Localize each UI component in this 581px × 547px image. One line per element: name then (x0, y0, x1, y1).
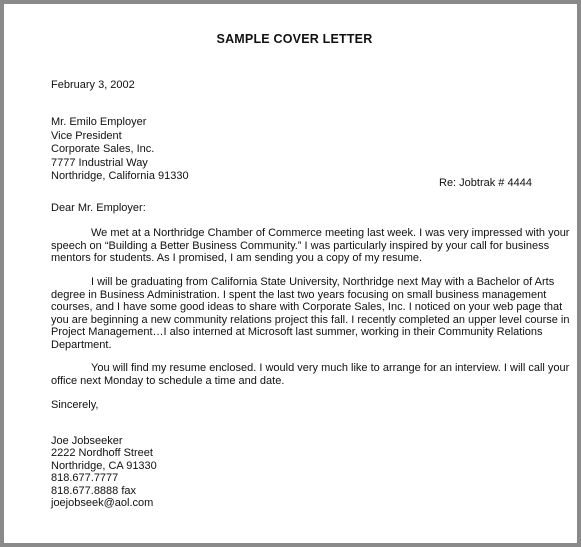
recipient-street: 7777 Industrial Way (51, 156, 148, 169)
body-paragraph-2 (51, 276, 570, 352)
sender-email: joejobseek@aol.com (51, 496, 154, 509)
recipient-address-block (51, 116, 189, 184)
letter-page (8, 8, 581, 547)
paragraph-line: degree in Business Administration. I spent the last two years focusing on small business management (51, 288, 547, 301)
paragraph-line: Project Management…I also interned at Microsoft last summer, working in their Community Relations (51, 326, 543, 339)
letter-title: SAMPLE COVER LETTER (216, 32, 373, 46)
paragraph-line: Department. (51, 338, 112, 351)
recipient-position: Vice President (51, 129, 122, 142)
closing: Sincerely, (51, 399, 99, 411)
sender-fax: 818.677.8888 fax (51, 484, 137, 497)
letter-date: February 3, 2002 (51, 79, 135, 91)
sender-street: 2222 Nordhoff Street (51, 447, 153, 460)
sender-name: Joe Jobseeker (51, 435, 123, 447)
body-paragraph-3 (51, 362, 570, 387)
body-paragraph-1 (51, 227, 570, 265)
paragraph-line: We met at a Northridge Chamber of Commerce meeting last week. I was very impressed with your (91, 227, 570, 239)
recipient-name: Mr. Emilo Employer (51, 116, 147, 128)
recipient-city: Northridge, California 91330 (51, 170, 189, 182)
paragraph-line: you are beginning a new community relations project this fall. I recently completed an upper level course in (51, 313, 570, 326)
sender-phone: 818.677.7777 (51, 472, 119, 485)
paragraph-line: mentors for students. As I promised, I am sending you a copy of my resume. (51, 252, 423, 265)
reference-line: Re: Jobtrak # 4444 (439, 177, 532, 189)
sender-city: Northridge, CA 91330 (51, 459, 157, 472)
paragraph-line: speech on “Building a Better Business Community.” I was particularly inspired by your call for business (51, 239, 550, 252)
paragraph-line: office next Monday to schedule a time and date. (51, 374, 285, 387)
paragraph-line: I will be graduating from California State University, Northridge next May with a Bachelor of Arts (91, 276, 555, 288)
sender-contact-block (51, 435, 157, 509)
paragraph-line: You will find my resume enclosed. I would very much like to arrange for an interview. I will call your (91, 362, 570, 374)
paragraph-line: courses, and I have some good ideas to share with Corporate Sales, Inc. I noticed on your web page that (51, 301, 563, 314)
recipient-company: Corporate Sales, Inc. (51, 143, 155, 155)
salutation: Dear Mr. Employer: (51, 202, 146, 214)
